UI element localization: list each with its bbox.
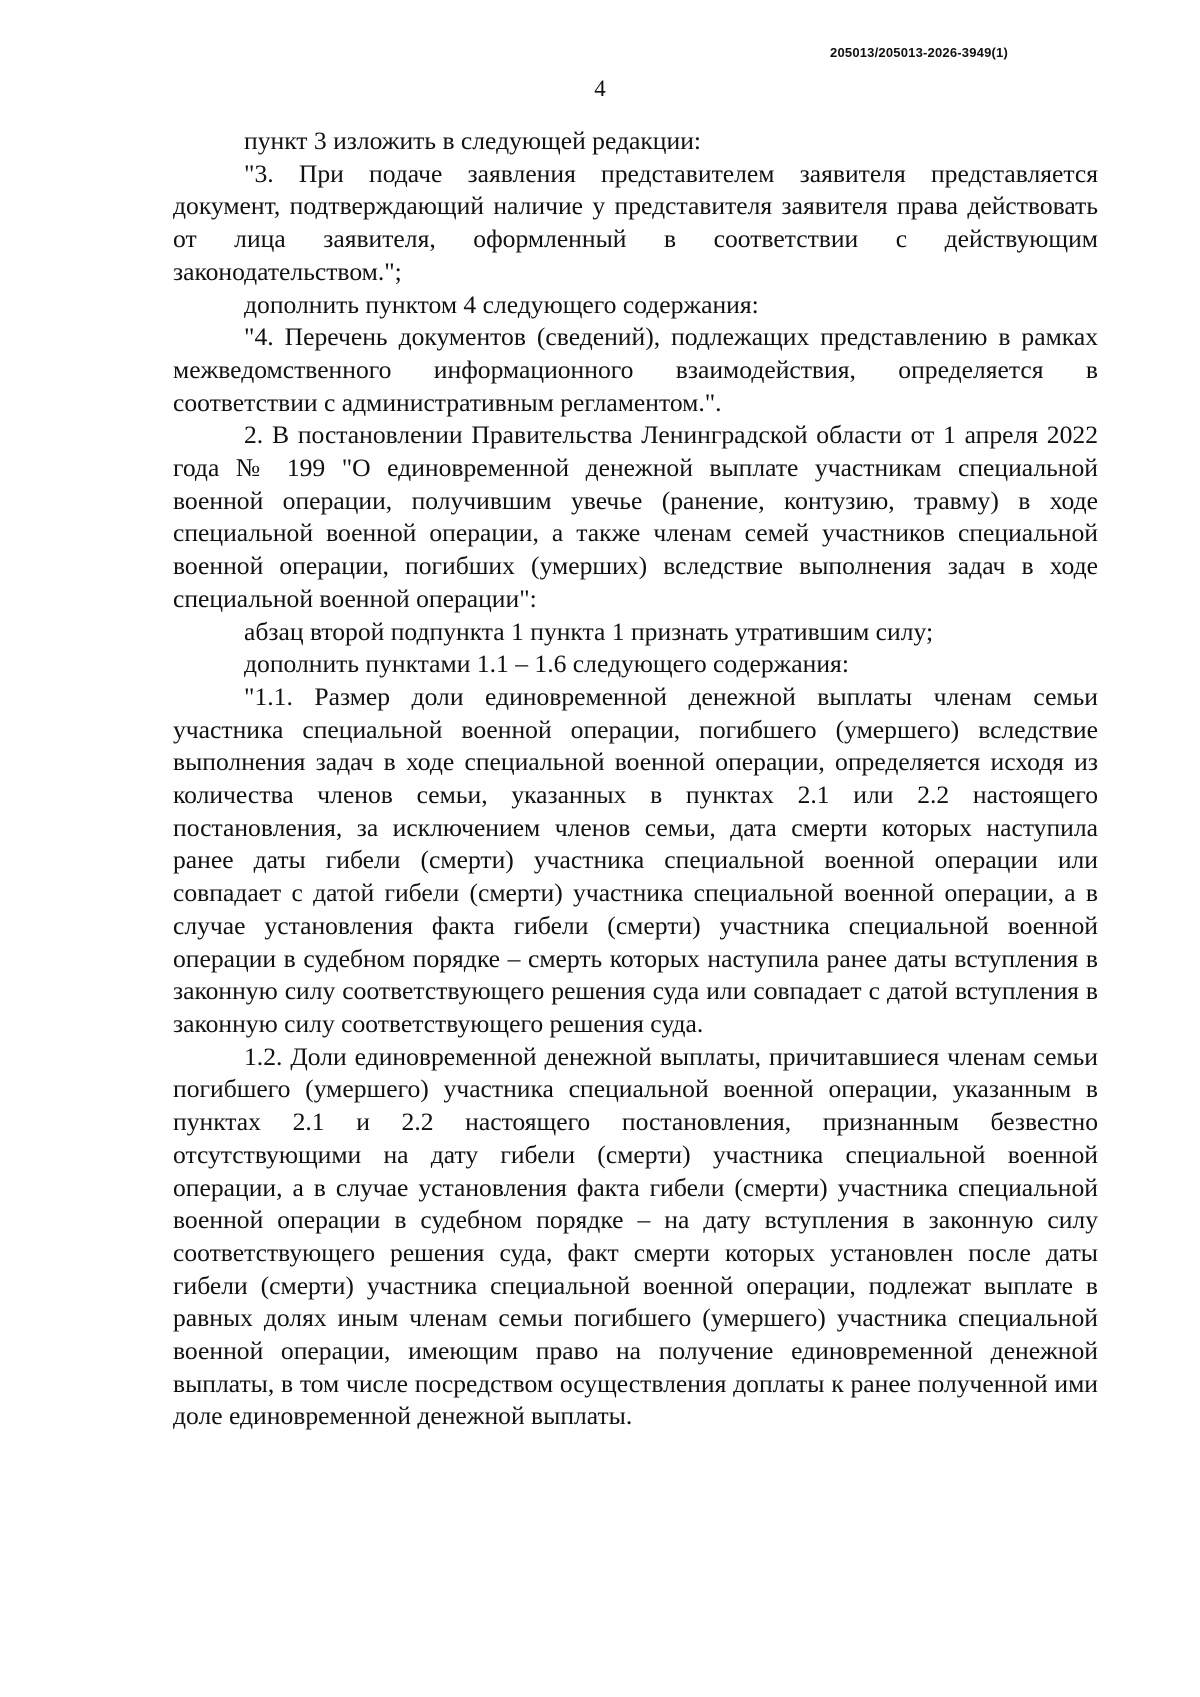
paragraph: абзац второй подпункта 1 пункта 1 признать утратившим силу; bbox=[244, 616, 934, 646]
document-body bbox=[173, 125, 1098, 1433]
paragraph: пункт 3 изложить в следующей редакции: bbox=[244, 126, 702, 155]
paragraph: "1.1. Размер доли единовременной денежной выплаты членам семьи участника специальной военной операции, погибшего (умершего) вследствие выполнения задач в ходе специальной военной операции, определяется исходя из количества членов семьи, указанных в пунктах 2.1 или 2.2 настоящего постановления, за исключением членов семьи, дата смерти которых наступила ранее даты гибели (смерти) участника специальной военной операции или совпадает с датой гибели (смерти) участника специальной военной операции, а в случае установления факта гибели (смерти) участника специальной военной операции в судебном порядке – смерть которых наступила ранее даты вступления в законную силу соответствующего решения суда или совпадает с датой вступления в законную силу соответствующего решения суда. bbox=[173, 681, 1098, 1038]
paragraph: 2. В постановлении Правительства Ленинградской области от 1 апреля 2022 года № 199 "О единовременной денежной выплате участникам специальной военной операции, получившим увечье (ранение, контузию, травму) в ходе специальной военной операции, а также членам семей участников специальной военной операции, погибших (умерших) вследствие выполнения задач в ходе специальной военной операции": bbox=[173, 420, 1098, 613]
paragraph: 1.2. Доли единовременной денежной выплаты, причитавшиеся членам семьи погибшего (умершего) участника специальной военной операции, указанным в пунктах 2.1 и 2.2 настоящего постановления, признанным безвестно отсутствующими на дату гибели (смерти) участника специальной военной операции, а в случае установления факта гибели (смерти) участника специальной военной операции в судебном порядке – на дату вступления в законную силу соответствующего решения суда, факт смерти которых установлен после даты гибели (смерти) участника специальной военной операции, подлежат выплате в равных долях иным членам семьи погибшего (умершего) участника специальной военной операции, имеющим право на получение единовременной денежной выплаты, в том числе посредством осуществления доплаты к ранее полученной ими доле единовременной денежной выплаты. bbox=[173, 1041, 1098, 1431]
document-code: 205013/205013-2026-3949(1) bbox=[830, 45, 1008, 60]
paragraph: дополнить пунктом 4 следующего содержания: bbox=[244, 289, 759, 319]
paragraph: дополнить пунктами 1.1 – 1.6 следующего содержания: bbox=[244, 649, 849, 679]
paragraph: "3. При подаче заявления представителем заявителя представляется документ, подтверждающий наличие у представителя заявителя права действовать от лица заявителя, оформленный в соответствии с действующим законодательством."; bbox=[173, 158, 1098, 286]
page-number: 4 bbox=[594, 76, 606, 101]
paragraph: "4. Перечень документов (сведений), подлежащих представлению в рамках межведомственного информационного взаимодействия, определяется в соответствии с административным регламентом.". bbox=[173, 322, 1098, 417]
